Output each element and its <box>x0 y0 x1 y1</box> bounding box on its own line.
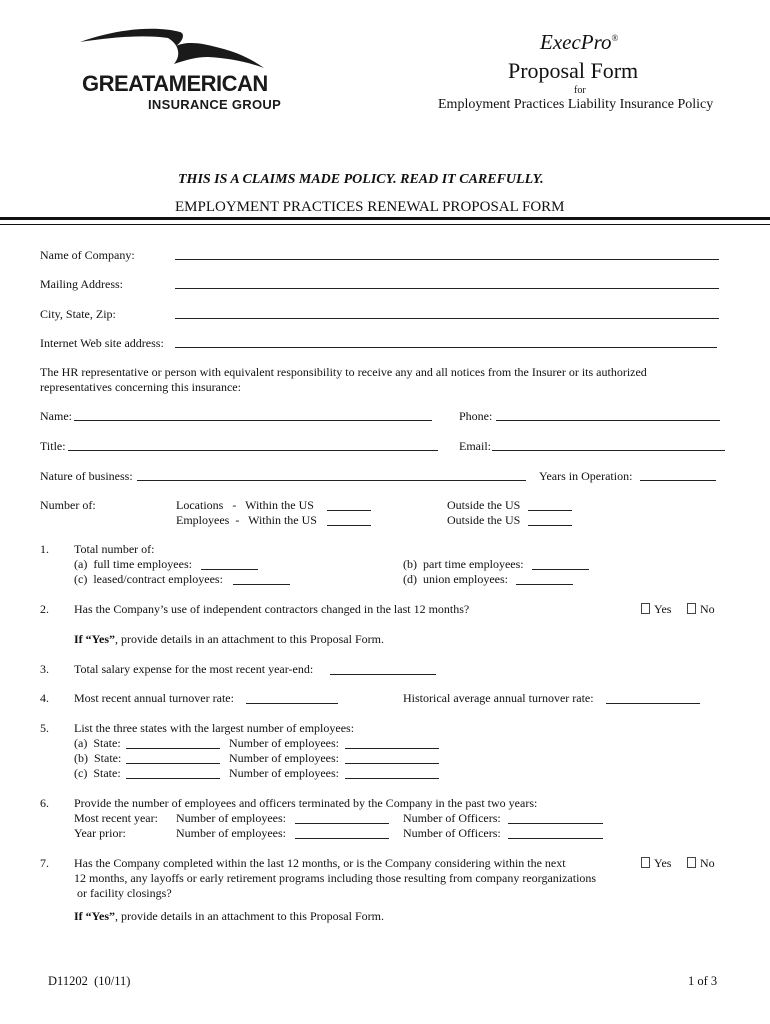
city-state-zip-label: City, State, Zip: <box>40 307 116 321</box>
q3-text: Total salary expense for the most recent year-end: <box>74 662 314 676</box>
years-in-operation-field[interactable] <box>640 480 716 481</box>
q4-field[interactable] <box>246 703 338 704</box>
q6-text: Provide the number of employees and officers terminated by the Company in the past two years: <box>74 796 538 810</box>
nature-of-business-field[interactable] <box>137 480 526 481</box>
page-title: Proposal Form <box>508 58 639 83</box>
email-field[interactable] <box>492 450 725 451</box>
title-divider-thick <box>0 217 770 220</box>
q6-prior-employees-label: Number of employees: <box>176 826 286 840</box>
q4-historical-field[interactable] <box>606 703 700 704</box>
locations-outside-field[interactable] <box>528 510 572 511</box>
q5b-employees-label: Number of employees: <box>229 751 339 765</box>
claims-notice: THIS IS A CLAIMS MADE POLICY. READ IT CAREFULLY. <box>178 172 544 187</box>
q1d-label: (d) union employees: <box>403 572 508 586</box>
q6-prior-label: Year prior: <box>74 826 126 840</box>
q6-recent-employees-label: Number of employees: <box>176 811 286 825</box>
q4-historical-label: Historical average annual turnover rate: <box>403 691 594 705</box>
q7-no-option[interactable]: No <box>687 856 715 871</box>
eagle-swoosh-logo-icon <box>78 24 268 74</box>
website-label: Internet Web site address: <box>40 336 164 350</box>
locations-us-label: Locations - Within the US <box>176 498 314 512</box>
q7-text-line2: 12 months, any layoffs or early retirement programs including those resulting from company reorganizations <box>74 871 597 885</box>
form-code: D11202 (10/11) <box>48 974 131 988</box>
title-for: for <box>574 85 586 96</box>
q2-no-option[interactable]: No <box>687 602 715 617</box>
city-state-zip-field[interactable] <box>175 318 719 319</box>
phone-field[interactable] <box>496 420 720 421</box>
q5c-employees-label: Number of employees: <box>229 766 339 780</box>
checkbox-icon[interactable] <box>641 603 650 614</box>
q3-field[interactable] <box>330 674 436 675</box>
nature-of-business-label: Nature of business: <box>40 469 133 483</box>
contact-title-label: Title: <box>40 439 66 453</box>
q7-number: 7. <box>40 856 49 870</box>
hr-paragraph-line1: The HR representative or person with equivalent responsibility to receive any and all notices from the Insurer or its authorized <box>40 365 647 379</box>
q6-recent-employees-field[interactable] <box>295 823 389 824</box>
q6-number: 6. <box>40 796 49 810</box>
q4-number: 4. <box>40 691 49 705</box>
number-of-label: Number of: <box>40 498 96 512</box>
q2-yes-option[interactable]: Yes <box>641 602 671 617</box>
years-in-operation-label: Years in Operation: <box>539 469 633 483</box>
locations-outside-label: Outside the US <box>447 498 521 512</box>
q5b-employees-field[interactable] <box>345 763 439 764</box>
q1d-field[interactable] <box>516 584 573 585</box>
q6-prior-employees-field[interactable] <box>295 838 389 839</box>
checkbox-icon[interactable] <box>641 857 650 868</box>
q7-text-line1: Has the Company completed within the last 12 months, or is the Company considering within the next <box>74 856 566 870</box>
contact-name-field[interactable] <box>74 420 432 421</box>
checkbox-icon[interactable] <box>687 603 696 614</box>
q5a-state-label: (a) State: <box>74 736 121 750</box>
q6-recent-label: Most recent year: <box>74 811 158 825</box>
q5a-employees-label: Number of employees: <box>229 736 339 750</box>
q5c-employees-field[interactable] <box>345 778 439 779</box>
mailing-address-field[interactable] <box>175 288 719 289</box>
q1-number: 1. <box>40 542 49 556</box>
q6-recent-officers-label: Number of Officers: <box>403 811 501 825</box>
phone-label: Phone: <box>459 409 493 423</box>
title-divider-thin <box>0 224 770 225</box>
q5b-state-field[interactable] <box>126 763 220 764</box>
q1c-label: (c) leased/contract employees: <box>74 572 223 586</box>
q1-text: Total number of: <box>74 542 155 556</box>
website-field[interactable] <box>175 347 717 348</box>
q6-recent-officers-field[interactable] <box>508 823 603 824</box>
q2-note: If “Yes”, provide details in an attachment to this Proposal Form. <box>74 632 384 646</box>
q1a-label: (a) full time employees: <box>74 557 192 571</box>
q5-text: List the three states with the largest number of employees: <box>74 721 355 735</box>
q5-number: 5. <box>40 721 49 735</box>
company-name-field[interactable] <box>175 259 719 260</box>
hr-paragraph-line2: representatives concerning this insurance: <box>40 380 241 394</box>
q7-note: If “Yes”, provide details in an attachment to this Proposal Form. <box>74 909 384 923</box>
brand-name: ExecPro® <box>540 30 619 54</box>
q1b-label: (b) part time employees: <box>403 557 524 571</box>
q1c-field[interactable] <box>233 584 290 585</box>
employees-us-label: Employees - Within the US <box>176 513 317 527</box>
logo-wordmark: GREATAMERICAN <box>82 71 268 96</box>
email-label: Email: <box>459 439 491 453</box>
q1a-field[interactable] <box>201 569 258 570</box>
page-number: 1 of 3 <box>688 974 718 988</box>
q7-yes-option[interactable]: Yes <box>641 856 671 871</box>
q5c-state-field[interactable] <box>126 778 220 779</box>
contact-name-label: Name: <box>40 409 72 423</box>
page-subtitle: Employment Practices Liability Insurance Policy <box>438 97 714 112</box>
q5b-state-label: (b) State: <box>74 751 122 765</box>
mailing-address-label: Mailing Address: <box>40 277 123 291</box>
contact-title-field[interactable] <box>68 450 438 451</box>
q5a-state-field[interactable] <box>126 748 220 749</box>
q1b-field[interactable] <box>532 569 589 570</box>
company-name-label: Name of Company: <box>40 248 135 262</box>
q6-prior-officers-label: Number of Officers: <box>403 826 501 840</box>
q2-number: 2. <box>40 602 49 616</box>
employees-outside-field[interactable] <box>528 525 572 526</box>
logo-subtitle: INSURANCE GROUP <box>148 97 282 112</box>
locations-us-field[interactable] <box>327 510 371 511</box>
q6-prior-officers-field[interactable] <box>508 838 603 839</box>
employees-us-field[interactable] <box>327 525 371 526</box>
q5c-state-label: (c) State: <box>74 766 121 780</box>
q3-number: 3. <box>40 662 49 676</box>
form-title: EMPLOYMENT PRACTICES RENEWAL PROPOSAL FORM <box>175 199 565 215</box>
q2-text: Has the Company’s use of independent contractors changed in the last 12 months? <box>74 602 470 616</box>
q4-text: Most recent annual turnover rate: <box>74 691 234 705</box>
q7-text-line3: or facility closings? <box>77 886 172 900</box>
checkbox-icon[interactable] <box>687 857 696 868</box>
employees-outside-label: Outside the US <box>447 513 521 527</box>
q5a-employees-field[interactable] <box>345 748 439 749</box>
